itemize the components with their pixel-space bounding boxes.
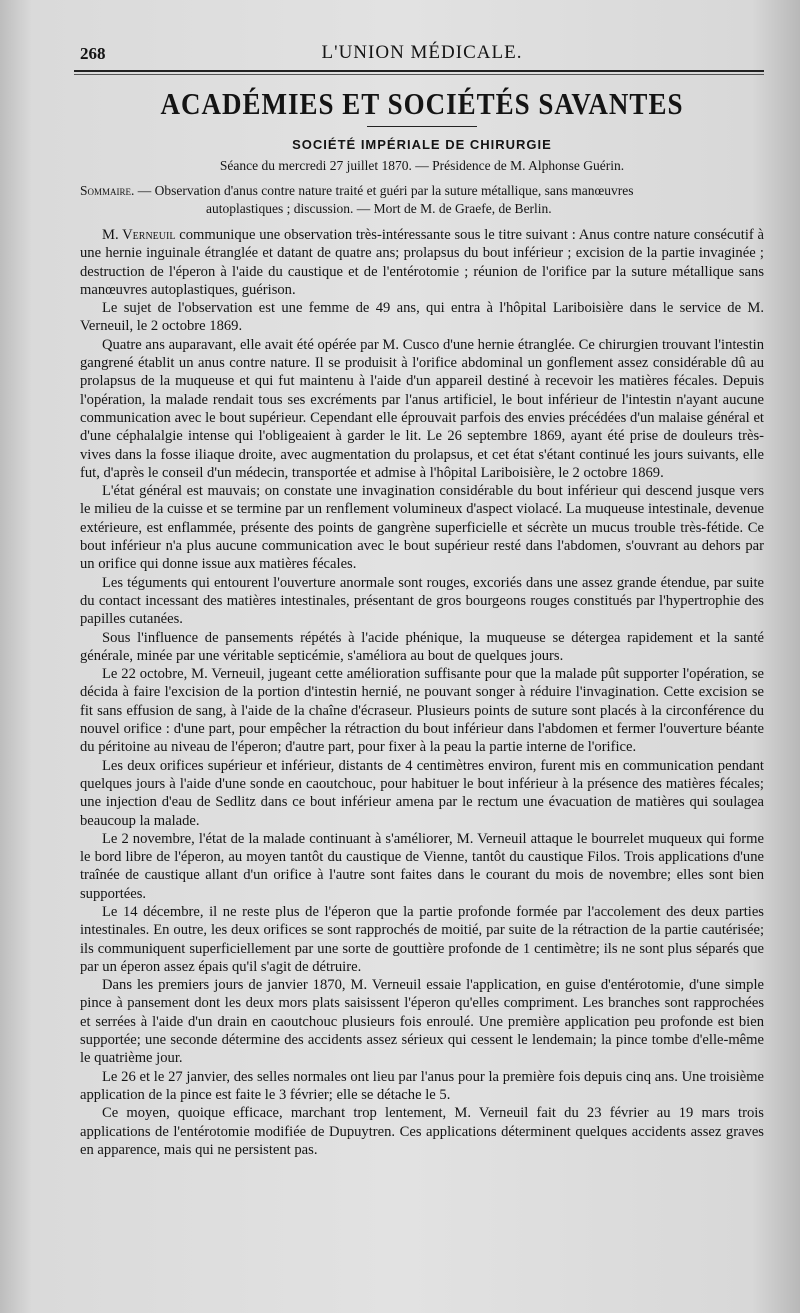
summary-line-1: — Observation d'anus contre nature traité et guéri par la suture métallique, sans manœuvres <box>134 183 634 198</box>
summary-label: Sommaire. <box>80 183 135 198</box>
paragraph: Le 2 novembre, l'état de la malade continuant à s'améliorer, M. Verneuil attaque le bourrelet muqueux qui forme le bord libre de l'éperon, au moyen tantôt du caustique de Vienne, tantôt du caustique Filos. Trois applications d'une traînée de caustique allant d'un orifice à l'autre sont faites dans le courant du mois de novembre; elles sont bien supportées. <box>80 830 764 902</box>
paragraph: L'état général est mauvais; on constate une invagination considérable du bout inférieur qui descend jusque vers le milieu de la cuisse et se termine par un renflement volumineux d'aspect violacé. La muqueuse intestinale, devenue extérieure, est enflammée, présente des points de gangrène superficielle et sécrète un mucus trouble très-fétide. Ce bout inférieur n'a plus aucune communication avec le bout supérieur resté dans l'abdomen, s'ouvrant au dehors par un orifice qui donne issue aux matières fécales. <box>80 483 764 573</box>
session-line: Séance du mercredi 27 juillet 1870. — Présidence de M. Alphonse Guérin. <box>219 158 625 173</box>
page-number: 268 <box>80 44 106 63</box>
paragraph: Le 22 octobre, M. Verneuil, jugeant cette amélioration suffisante pour que la malade pût supporter l'opération, se décida à faire l'excision de la portion d'intestin hernié, ne pouvant songer à réduire l'invagination. Cette excision se fit sans effusion de sang, à l'aide de la chaîne d'écraseur. Plusieurs points de suture sont placés à la circonférence du nouvel orifice : d'une part, pour empêcher la rétraction du bout inférieur dans l'abdomen et fermer l'ouverture béante du péritoine au niveau de l'éperon; d'autre part, pour fixer à la peau la partie interne de l'orifice. <box>80 666 764 756</box>
paragraph: M. Verneuil communique une observation très-intéressante sous le titre suivant : Anus contre nature consécutif à une hernie inguinale étranglée et datant de quatre ans; prolapsus du bout inférieur ; excision de la partie invaginée ; destruction de l'éperon à l'aide du caustique et de l'entérotomie ; réunion de l'orifice par la suture métallique sans manœuvres autoplastiques, guérison. <box>80 227 765 298</box>
header-rule <box>74 70 764 72</box>
section-title: ACADÉMIES ET SOCIÉTÉS SAVANTES <box>160 87 684 121</box>
paragraph: Quatre ans auparavant, elle avait été opérée par M. Cusco d'une hernie étranglée. Ce chirurgien trouvant l'intestin gangrené établit un anus contre nature. Il se produisit à l'orifice abdominal un gonflement assez considérable dû au prolapsus de la muqueuse et qui fut maintenu à l'aide d'un appareil destiné à recevoir les matières fécales. Depuis l'opération, la malade rendait tous ses excréments par l'anus artificiel, le bout inférieur de l'intestin n'ayant aucune communication avec le bout supérieur. Cependant elle éprouvait parfois des envies précédées d'un malaise général et d'une céphalalgie intense qui l'obligeaient à garder le lit. Le 26 septembre 1869, ayant été prise de douleurs très-vives dans la fosse iliaque droite, avec augmentation du prolapsus, et cet état s'étant continué les jours suivants, elle fut, d'après le conseil d'un médecin, transportée et admise à l'hôpital Lariboisière, le 2 octobre 1869. <box>80 336 764 481</box>
paragraph: Dans les premiers jours de janvier 1870, M. Verneuil essaie l'application, en guise d'entérotomie, d'une simple pince à pansement dont les deux mors plats saisissent l'éperon qu'elles compriment. Les branches sont rapprochées et serrées à l'aide d'un drain en caoutchouc plusieurs fois enroulé. Une première application peu profonde est bien supportée; une seconde détermine des accidents assez sérieux qui cessent le lendemain; la pince tombe d'elle-même le quatrième jour. <box>80 977 764 1067</box>
summary <box>80 182 764 218</box>
running-head <box>80 30 764 66</box>
paragraph: Ce moyen, quoique efficace, marchant trop lentement, M. Verneuil fait du 23 février au 19 mars trois applications de l'entérotomie modifiée de Dupuytren. Ces applications déterminent quelques accidents assez graves en apparence, mais qui ne persistent pas. <box>80 1105 764 1158</box>
paragraph: Sous l'influence de pansements répétés à l'acide phénique, la muqueuse se détergea rapidement et la santé générale, minée par une véritable septicémie, s'améliora au bout de quelques jours. <box>80 629 764 664</box>
paragraph: Le 26 et le 27 janvier, des selles normales ont lieu par l'anus pour la première fois depuis cinq ans. Une troisième application de la pince est faite le 3 février; elle se détache le 5. <box>80 1068 764 1103</box>
paragraph: Les deux orifices supérieur et inférieur, distants de 4 centimètres environ, furent mis en communication pendant quelques jours à l'aide d'une sonde en caoutchouc, pour habituer le bout inférieur à la présence des matières fécales; une injection d'eau de Sedlitz dans ce bout inférieur amena par le rectum une évacuation de matières qui soulagea beaucoup la malade. <box>80 757 764 829</box>
title-divider <box>367 126 477 127</box>
article-body <box>80 226 764 1159</box>
header-rule-thin <box>74 74 764 75</box>
journal-title: L'UNION MÉDICALE. <box>321 42 523 63</box>
paragraph: Le 14 décembre, il ne reste plus de l'éperon que la partie profonde formée par l'accolement des deux parties intestinales. En outre, les deux orifices se sont rapprochés de moitié, par suite de la rétraction de la partie cautérisée; ils communiquent superficiellement par une sorte de gouttière profonde de 1 centimètre; ils ne sont plus séparés que par un éperon assez épais qu'il s'agit de détruire. <box>80 903 764 975</box>
paragraph: Le sujet de l'observation est une femme de 49 ans, qui entra à l'hôpital Lariboisière dans le service de M. Verneuil, le 2 octobre 1869. <box>80 300 764 335</box>
paragraph: Les téguments qui entourent l'ouverture anormale sont rouges, excoriés dans une assez grande étendue, par suite du contact incessant des matières intestinales, présentant de gros bourgeons rouges constitués par l'hypertrophie des papilles cutanées. <box>80 574 764 628</box>
summary-line-2: autoplastiques ; discussion. — Mort de M. de Graefe, de Berlin. <box>206 201 552 216</box>
speaker-name: M. Verneuil <box>102 227 176 243</box>
society-heading: SOCIÉTÉ IMPÉRIALE DE CHIRURGIE <box>292 137 552 152</box>
